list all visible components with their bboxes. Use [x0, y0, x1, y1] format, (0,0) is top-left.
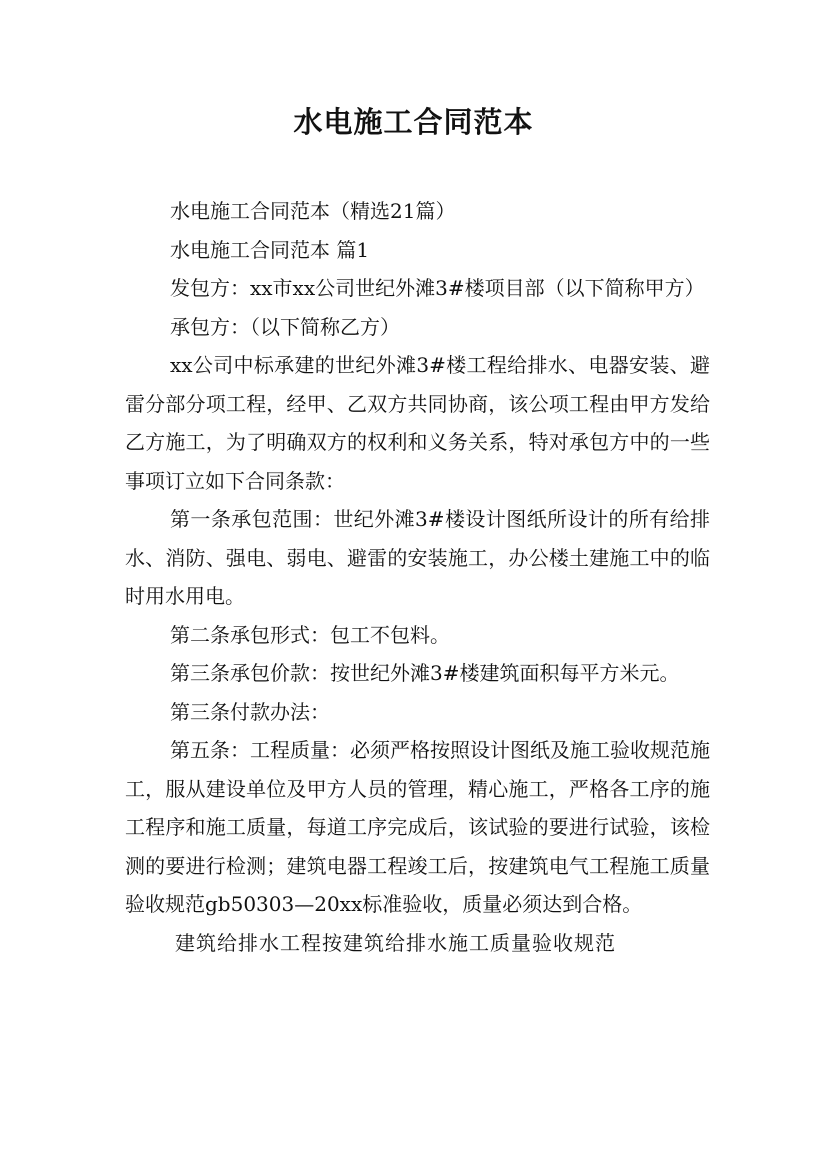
paragraph-subtitle: 水电施工合同范本（精选21篇） — [170, 199, 456, 223]
document-body — [125, 192, 710, 962]
paragraph-section-heading: 水电施工合同范本 篇1 — [170, 237, 370, 262]
paragraph-article-3-price: 第三条承包价款：按世纪外滩3#楼建筑面积每平方米元。 — [170, 661, 680, 685]
paragraph-preamble: xx公司中标承建的世纪外滩3#楼工程给排水、电器安装、避雷分部分项工程，经甲、乙双方共同协商，该公项工程由甲方发给乙方施工，为了明确双方的权利和义务关系，特对承包方中的一些事项订立如下合同条款： — [125, 353, 710, 493]
paragraph-article-3-payment: 第三条付款办法： — [170, 699, 330, 724]
paragraph-contractor: 承包方：（以下简称乙方） — [170, 314, 400, 339]
paragraph-article-1: 第一条承包范围：世纪外滩3#楼设计图纸所设计的所有给排水、消防、强电、弱电、避雷的安装施工，办公楼土建施工中的临时用水用电。 — [125, 507, 710, 608]
paragraph-article-2: 第二条承包形式：包工不包料。 — [170, 622, 450, 647]
paragraph-article-5-quality: 第五条：工程质量：必须严格按照设计图纸及施工验收规范施工，服从建设单位及甲方人员的管理，精心施工，严格各工序的施工程序和施工质量，每道工序完成后，该试验的要进行试验，该检测的要进行检测；建筑电器工程竣工后，按建筑电气工程施工质量验收规范gb50303—20xx标准验收，质量必须达到合格。 — [125, 738, 710, 916]
document-title: 水电施工合同范本 — [293, 105, 534, 139]
paragraph-employer: 发包方：xx市xx公司世纪外滩3#楼项目部（以下简称甲方） — [170, 276, 705, 300]
paragraph-plumbing-standard: 建筑给排水工程按建筑给排水施工质量验收规范 — [175, 930, 616, 955]
